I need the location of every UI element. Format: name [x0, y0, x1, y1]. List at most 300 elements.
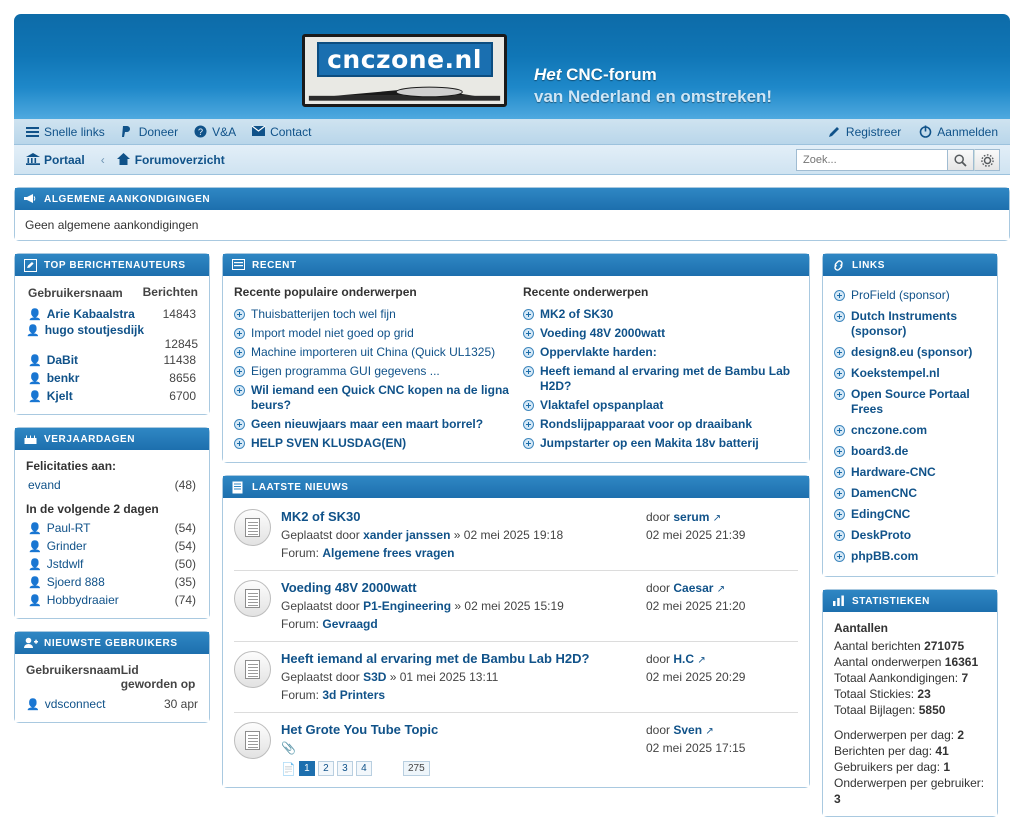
- stat-row: [834, 702, 986, 718]
- external-link[interactable]: Dutch Instruments (sponsor): [851, 309, 958, 338]
- nav-quick-links-label: Snelle links: [44, 124, 105, 139]
- last-post-date: 02 mei 2025 20:29: [646, 670, 746, 684]
- external-link[interactable]: Koekstempel.nl: [851, 366, 940, 380]
- pencil-icon: [828, 125, 841, 138]
- news-title-link[interactable]: Het Grote You Tube Topic: [281, 722, 439, 737]
- plus-circle-icon: [234, 366, 245, 377]
- forum-label: Forum:: [281, 546, 320, 560]
- megaphone-icon: [24, 193, 37, 206]
- power-icon: [919, 125, 932, 138]
- news-item[interactable]: [234, 641, 798, 712]
- list-item[interactable]: [523, 434, 798, 453]
- site-tagline: [534, 64, 772, 108]
- recent-popular-link[interactable]: Wil iemand een Quick CNC kopen na de ligna beurs?: [251, 383, 509, 412]
- stat-label: Aantal onderwerpen: [834, 655, 942, 669]
- tagline-rest: CNC-forum: [561, 65, 657, 84]
- user-icon: 👤: [26, 698, 40, 711]
- table-row[interactable]: [26, 387, 198, 405]
- recent-body: [223, 276, 809, 462]
- nav-donate[interactable]: [121, 125, 178, 139]
- list-item[interactable]: [26, 519, 198, 537]
- list-item[interactable]: [834, 342, 986, 363]
- stat-value: 3: [834, 792, 841, 806]
- latest-news-panel: [222, 475, 810, 788]
- plus-circle-icon: [834, 347, 845, 358]
- birthday-name[interactable]: [28, 593, 119, 607]
- paypal-icon: [121, 125, 134, 138]
- news-attachment: [281, 740, 636, 756]
- nav-register-label: Registreer: [845, 124, 902, 139]
- user-icon: 👤: [28, 594, 42, 607]
- news-main: [281, 580, 646, 632]
- nav-quick-links[interactable]: [26, 125, 105, 139]
- forum-label: Forum:: [281, 617, 320, 631]
- plus-circle-icon: [234, 347, 245, 358]
- recent-popular-link[interactable]: Machine importeren uit China (Quick UL1325): [251, 345, 496, 359]
- list-item[interactable]: [234, 434, 509, 453]
- search-input[interactable]: [796, 149, 948, 171]
- top-posters-title: TOP BERICHTENAUTEURS: [44, 259, 186, 271]
- plus-circle-icon: [834, 446, 845, 457]
- top-poster-name[interactable]: [28, 353, 78, 367]
- list-item[interactable]: [834, 546, 986, 567]
- stat-value: 2: [957, 728, 965, 742]
- document-glyph: [245, 518, 260, 537]
- news-forum-link[interactable]: Gevraagd: [322, 617, 378, 631]
- list-item[interactable]: [26, 591, 198, 609]
- recent-topic-link[interactable]: Oppervlakte harden:: [540, 345, 657, 359]
- top-poster-name-label: Kjelt: [46, 389, 73, 403]
- top-poster-name-label: hugo stoutjesdijk: [44, 323, 145, 337]
- by-label: door: [646, 581, 671, 595]
- stat-value: 1: [943, 760, 951, 774]
- add-user-icon: [24, 637, 37, 650]
- table-row[interactable]: [26, 695, 198, 713]
- page-button[interactable]: 1: [299, 761, 315, 776]
- plus-circle-icon: [834, 368, 845, 379]
- list-item[interactable]: [834, 462, 986, 483]
- content-columns: [14, 253, 1010, 817]
- plus-circle-icon: [834, 389, 845, 400]
- external-link[interactable]: EdingCNC: [851, 507, 911, 521]
- nav-login-label: Aanmelden: [937, 124, 998, 139]
- links-panel: [822, 253, 998, 577]
- statistics-panel: [822, 589, 998, 817]
- plus-circle-icon: [234, 309, 245, 320]
- birthday-name[interactable]: [28, 521, 91, 535]
- list-item[interactable]: [834, 363, 986, 384]
- news-last-post: [646, 651, 798, 703]
- plus-circle-icon: [834, 509, 845, 520]
- stat-value: 16361: [944, 655, 979, 669]
- list-item[interactable]: [834, 483, 986, 504]
- paperclip-icon: 📎: [281, 741, 296, 755]
- nav-contact-label: Contact: [270, 124, 312, 139]
- goto-post-icon[interactable]: ↗: [716, 584, 726, 595]
- external-link[interactable]: phpBB.com: [851, 549, 919, 563]
- nav-login[interactable]: [919, 125, 998, 139]
- list-item[interactable]: [523, 343, 798, 362]
- plus-circle-icon: [834, 530, 845, 541]
- logo-machine-art: [305, 76, 504, 104]
- plus-circle-icon: [834, 467, 845, 478]
- list-item[interactable]: [834, 420, 986, 441]
- top-poster-count: 6700: [169, 389, 196, 403]
- external-link[interactable]: DamenCNC: [851, 486, 918, 500]
- news-meta: Geplaatst door S3D » 01 mei 2025 13:11: [281, 670, 499, 684]
- news-title-link[interactable]: MK2 of SK30: [281, 509, 361, 524]
- table-row[interactable]: [26, 351, 198, 369]
- recent-popular-heading: Recente populaire onderwerpen: [234, 285, 417, 299]
- recent-popular-link[interactable]: HELP SVEN KLUSDAG(EN): [251, 436, 407, 450]
- list-item[interactable]: [523, 362, 798, 396]
- external-link[interactable]: Open Source Portaal Frees: [851, 387, 970, 416]
- bar-chart-icon: [832, 595, 845, 608]
- user-icon: 👤: [28, 308, 42, 321]
- top-poster-count: 11438: [163, 353, 196, 367]
- stat-row: [834, 670, 986, 686]
- site-logo[interactable]: [302, 34, 507, 107]
- birthday-name-label: Sjoerd 888: [46, 575, 105, 589]
- plus-circle-icon: [523, 438, 534, 449]
- last-post-author[interactable]: Sven: [673, 723, 703, 737]
- topic-icon: [234, 580, 271, 617]
- page-button[interactable]: 2: [318, 761, 334, 776]
- pagination: [281, 761, 636, 776]
- recent-topic-link[interactable]: MK2 of SK30: [540, 307, 614, 321]
- hamburger-icon: [26, 125, 39, 138]
- birthday-name-label: Grinder: [46, 539, 87, 553]
- recent-topic-link[interactable]: Heeft iemand al ervaring met de Bambu Lab H2D?: [540, 364, 791, 393]
- document-glyph: [245, 731, 260, 750]
- goto-post-icon[interactable]: ↗: [712, 513, 722, 524]
- external-link[interactable]: design8.eu (sponsor): [851, 345, 973, 359]
- external-link[interactable]: board3.de: [851, 444, 909, 458]
- statistics-title: STATISTIEKEN: [852, 595, 930, 607]
- stat-value: 271075: [924, 639, 965, 653]
- top-posters-body: [15, 276, 209, 414]
- external-link[interactable]: cnczone.com: [851, 423, 928, 437]
- last-post-author[interactable]: H.C: [673, 652, 695, 666]
- by-label: door: [646, 723, 671, 737]
- news-author[interactable]: S3D: [363, 670, 387, 684]
- statistics-body: [823, 612, 997, 816]
- list-item[interactable]: [26, 537, 198, 555]
- news-last-post: [646, 722, 798, 776]
- recent-columns: [234, 285, 798, 453]
- search-submit-button[interactable]: [948, 149, 974, 171]
- list-item[interactable]: [834, 306, 986, 342]
- recent-popular-list: [234, 305, 509, 453]
- document-glyph: [245, 660, 260, 679]
- latest-news-title: LAATSTE NIEUWS: [252, 481, 349, 493]
- news-author[interactable]: P1-Engineering: [363, 599, 452, 613]
- news-title-link[interactable]: Heeft iemand al ervaring met de Bambu Lab H2D?: [281, 651, 590, 666]
- table-row[interactable]: [26, 369, 198, 387]
- list-item[interactable]: [523, 415, 798, 434]
- user-icon: 👤: [28, 540, 42, 553]
- nav-qa[interactable]: [194, 125, 236, 139]
- top-posters-panel: [14, 253, 210, 415]
- top-poster-name[interactable]: [28, 389, 73, 403]
- birthday-name-label: Jstdwlf: [46, 557, 84, 571]
- page-button[interactable]: 3: [337, 761, 353, 776]
- last-post-author[interactable]: serum: [673, 510, 710, 524]
- spacer: [834, 718, 986, 727]
- birthday-name[interactable]: [28, 539, 87, 553]
- nav-donate-label: Doneer: [138, 124, 179, 139]
- tagline-emphasis: Het: [534, 65, 562, 84]
- stat-label: Totaal Stickies:: [834, 687, 915, 701]
- goto-post-icon[interactable]: ↗: [705, 726, 714, 737]
- plus-circle-icon: [234, 385, 245, 396]
- stat-row: [834, 654, 986, 670]
- search-area: [796, 149, 1000, 171]
- news-title-link[interactable]: Voeding 48V 2000watt: [281, 580, 417, 595]
- stat-value: 7: [961, 671, 969, 685]
- news-last-post: [646, 509, 798, 561]
- recent-popular-link[interactable]: Thuisbatterijen toch wel fijn: [251, 307, 396, 321]
- news-author[interactable]: xander janssen: [363, 528, 451, 542]
- topic-icon: [234, 722, 271, 759]
- birthday-name[interactable]: evand: [28, 478, 61, 492]
- news-date: 02 mei 2025 15:19: [464, 599, 564, 613]
- top-posters-col-user: Gebruikersnaam: [28, 286, 123, 300]
- newest-users-columns: [26, 663, 198, 695]
- birthdays-header: [15, 428, 209, 450]
- links-title: LINKS: [852, 259, 885, 271]
- right-column: [822, 253, 998, 817]
- breadcrumb-forum-index-label: Forumoverzicht: [134, 152, 225, 167]
- last-post-author[interactable]: Caesar: [673, 581, 714, 595]
- external-link[interactable]: ProField (sponsor): [851, 288, 950, 302]
- newest-user-name[interactable]: [26, 697, 105, 711]
- newest-user-date: 30 apr: [163, 697, 198, 711]
- recent-popular-link[interactable]: Import model niet goed op grid: [251, 326, 414, 340]
- advanced-search-button[interactable]: [974, 149, 1000, 171]
- table-row[interactable]: [26, 323, 198, 351]
- bank-icon: [26, 153, 39, 166]
- announcements-body: [15, 210, 1009, 240]
- left-column: [14, 253, 210, 723]
- stat-label: Totaal Bijlagen:: [834, 703, 916, 717]
- stat-row: [834, 759, 986, 775]
- list-item[interactable]: [834, 504, 986, 525]
- plus-circle-icon: [834, 551, 845, 562]
- list-item[interactable]: [26, 555, 198, 573]
- newest-users-title: NIEUWSTE GEBRUIKERS: [44, 637, 178, 649]
- news-main: [281, 722, 646, 776]
- goto-post-icon[interactable]: ↗: [697, 655, 706, 666]
- external-link[interactable]: DeskProto: [851, 528, 912, 542]
- list-item[interactable]: [834, 441, 986, 462]
- pages-total: 275: [403, 761, 430, 776]
- by-label: door: [646, 652, 671, 666]
- stat-label: Gebruikers per dag:: [834, 760, 941, 774]
- nav-register[interactable]: [828, 125, 901, 139]
- top-poster-name[interactable]: [26, 323, 198, 337]
- announcements-header: [15, 188, 1009, 210]
- links-body: [823, 276, 997, 576]
- stat-value: 5850: [918, 703, 946, 717]
- topic-icon: [234, 509, 271, 546]
- stat-value: 41: [935, 744, 949, 758]
- top-posters-header: [15, 254, 209, 276]
- birthday-name[interactable]: [28, 575, 105, 589]
- nav-contact[interactable]: [252, 125, 311, 139]
- breadcrumb-forum-index[interactable]: [117, 153, 225, 167]
- posted-by-label: Geplaatst door: [281, 670, 360, 684]
- news-item[interactable]: [234, 712, 798, 785]
- stat-label: Onderwerpen per dag:: [834, 728, 955, 742]
- list-item[interactable]: [834, 384, 986, 420]
- news-last-post: [646, 580, 798, 632]
- news-date: 02 mei 2025 19:18: [463, 528, 564, 542]
- statistics-header: [823, 590, 997, 612]
- top-poster-count: 14843: [162, 307, 196, 321]
- last-post-date: 02 mei 2025 21:20: [646, 599, 746, 613]
- list-item[interactable]: [234, 343, 509, 362]
- news-meta: Geplaatst door P1-Engineering » 02 mei 2025 15:19: [281, 599, 564, 613]
- announcements-empty-text: Geen algemene aankondigingen: [25, 218, 199, 232]
- recent-topic-link[interactable]: Rondslijpapparaat voor op draaibank: [540, 417, 753, 431]
- recent-topics-heading: Recente onderwerpen: [523, 285, 649, 299]
- top-poster-name[interactable]: [28, 371, 79, 385]
- list-item[interactable]: [523, 305, 798, 324]
- document-glyph: [245, 589, 260, 608]
- table-row[interactable]: [26, 305, 198, 323]
- stat-label: Berichten per dag:: [834, 744, 933, 758]
- site-logo-text: cnczone.nl: [317, 42, 493, 77]
- topic-icon: [234, 651, 271, 688]
- list-item[interactable]: [834, 285, 986, 306]
- recent-panel: [222, 253, 810, 463]
- list-item[interactable]: [26, 573, 198, 591]
- birthday-name-label: Paul-RT: [46, 521, 91, 535]
- list-item[interactable]: [234, 324, 509, 343]
- newest-users-col-date: Lid geworden op: [120, 663, 196, 691]
- list-item[interactable]: [26, 476, 198, 494]
- news-forum-link[interactable]: Algemene frees vragen: [322, 546, 455, 560]
- plus-circle-icon: [523, 419, 534, 430]
- write-icon: [24, 259, 37, 272]
- news-forum-link[interactable]: 3d Printers: [322, 688, 386, 702]
- stat-label: Aantal berichten: [834, 639, 921, 653]
- recent-topic-link[interactable]: Voeding 48V 2000watt: [540, 326, 666, 340]
- last-post-date: 02 mei 2025 17:15: [646, 741, 746, 755]
- main-nav: [14, 119, 1010, 145]
- recent-topic-link[interactable]: Vlaktafel opspanplaat: [540, 398, 664, 412]
- newest-users-col-user: Gebruikersnaam: [26, 663, 121, 677]
- news-date: 01 mei 2025 13:11: [399, 670, 499, 684]
- user-icon: 👤: [28, 372, 42, 385]
- breadcrumb-portal[interactable]: [26, 153, 85, 167]
- plus-circle-icon: [523, 347, 534, 358]
- plus-circle-icon: [523, 309, 534, 320]
- birthday-age: (54): [174, 521, 196, 535]
- recent-topic-link[interactable]: Jumpstarter op een Makita 18v batterij: [540, 436, 759, 450]
- stat-label: Totaal Aankondigingen:: [834, 671, 959, 685]
- list-item[interactable]: [834, 525, 986, 546]
- breadcrumb-portal-label: Portaal: [44, 152, 85, 167]
- birthday-age: (48): [174, 478, 196, 492]
- news-meta: Geplaatst door xander janssen » 02 mei 2025 19:18: [281, 528, 564, 542]
- forum-label: Forum:: [281, 688, 320, 702]
- user-icon: 👤: [26, 324, 40, 337]
- top-poster-name[interactable]: [28, 307, 135, 321]
- envelope-icon: [252, 125, 265, 138]
- stat-row: [834, 743, 986, 759]
- site-header: [14, 14, 1010, 119]
- list-item[interactable]: [523, 396, 798, 415]
- birthdays-body: [15, 450, 209, 618]
- list-item[interactable]: [234, 362, 509, 381]
- announcements-panel: [14, 187, 1010, 241]
- list-item[interactable]: [234, 415, 509, 434]
- question-icon: [194, 125, 207, 138]
- birthdays-congrats-label: Felicitaties aan:: [26, 459, 117, 473]
- tagline-line2: van Nederland en omstreken!: [534, 87, 773, 106]
- recent-topics-list: [523, 305, 798, 453]
- search-icon: [954, 154, 967, 167]
- top-posters-col-posts: Berichten: [142, 285, 198, 299]
- list-item[interactable]: [234, 305, 509, 324]
- recent-header: [223, 254, 809, 276]
- recent-title: RECENT: [252, 259, 297, 271]
- latest-news-body: [223, 498, 809, 787]
- birthday-name[interactable]: [28, 557, 83, 571]
- by-label: door: [646, 510, 671, 524]
- news-main: [281, 509, 646, 561]
- news-item[interactable]: [234, 500, 798, 570]
- stat-row: [834, 638, 986, 654]
- newest-user-name-label: vdsconnect: [44, 697, 106, 711]
- user-icon: 👤: [28, 390, 42, 403]
- latest-news-header: [223, 476, 809, 498]
- list-item[interactable]: [234, 381, 509, 415]
- plus-circle-icon: [234, 438, 245, 449]
- recent-popular-link[interactable]: Eigen programma GUI gegevens ...: [251, 364, 440, 378]
- plus-circle-icon: [834, 290, 845, 301]
- news-main: [281, 651, 646, 703]
- recent-popular-link[interactable]: Geen nieuwjaars maar een maart borrel?: [251, 417, 484, 431]
- birthdays-title: VERJAARDAGEN: [44, 433, 136, 445]
- user-icon: 👤: [28, 576, 42, 589]
- external-link[interactable]: Hardware-CNC: [851, 465, 936, 479]
- announcements-title: ALGEMENE AANKONDIGINGEN: [44, 193, 211, 205]
- breadcrumb-bar: [14, 145, 1010, 175]
- plus-circle-icon: [834, 311, 845, 322]
- plus-circle-icon: [523, 328, 534, 339]
- list-item[interactable]: [523, 324, 798, 343]
- page-wrapper: [14, 14, 1010, 817]
- news-forum: [281, 545, 636, 561]
- page-button[interactable]: 4: [356, 761, 372, 776]
- birthday-age: (35): [174, 575, 196, 589]
- plus-circle-icon: [523, 400, 534, 411]
- user-icon: 👤: [28, 558, 42, 571]
- birthday-age: (50): [174, 557, 196, 571]
- birthday-age: (74): [174, 593, 196, 607]
- stat-value: 23: [917, 687, 931, 701]
- recent-topics-column: [523, 285, 798, 453]
- newest-users-panel: [14, 631, 210, 723]
- news-item[interactable]: [234, 570, 798, 641]
- last-post-date: 02 mei 2025 21:39: [646, 528, 746, 542]
- plus-circle-icon: [234, 328, 245, 339]
- svg-text:?: ?: [198, 127, 204, 137]
- top-poster-name-label: benkr: [46, 371, 80, 385]
